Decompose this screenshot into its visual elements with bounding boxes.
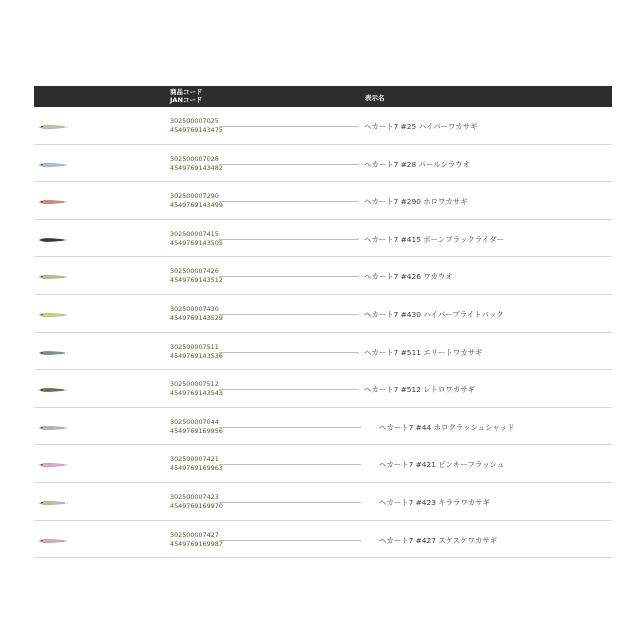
lure-thumbnail-image [37, 500, 69, 506]
product-codes [170, 531, 223, 549]
lure-thumbnail-image [37, 387, 69, 393]
leader-line [219, 352, 359, 353]
product-code: 302500007028 [170, 154, 219, 163]
product-codes [170, 155, 223, 173]
lure-thumbnail-image [37, 462, 69, 468]
product-code: 302500007427 [170, 530, 219, 539]
product-name: ヘカート7 #28 パールシラウオ [364, 159, 470, 169]
product-codes [170, 418, 223, 436]
table-row [34, 107, 612, 145]
jan-code: 4549769143512 [170, 276, 223, 285]
leader-line [219, 126, 359, 127]
product-code: 302500007415 [170, 229, 219, 238]
table-body [34, 107, 612, 558]
product-code: 302500007025 [170, 117, 219, 125]
jan-code: 4549769169987 [170, 539, 223, 548]
product-codes [170, 117, 223, 135]
product-name: ヘカート7 #290 ホロワカサギ [364, 197, 468, 207]
product-name: ヘカート7 #44 ホロクラッシュシャッド [379, 422, 515, 432]
product-code: 302500007512 [170, 380, 219, 389]
leader-line [219, 276, 359, 277]
table-row [34, 145, 612, 183]
jan-code: 4549769143475 [170, 126, 223, 134]
jan-code: 4549769143529 [170, 313, 223, 322]
header-jan-label: JANコード [170, 96, 203, 104]
lure-thumbnail-image [37, 162, 69, 168]
jan-code: 4549769143536 [170, 351, 223, 360]
table-row [34, 370, 612, 408]
table-row [34, 295, 612, 333]
table-row [34, 408, 612, 446]
header-code-label: 商品コード [170, 88, 203, 96]
leader-line [219, 427, 361, 428]
leader-line [219, 201, 359, 202]
product-codes [170, 343, 223, 361]
product-name: ヘカート7 #511 エリートワカサギ [364, 347, 483, 357]
product-name: ヘカート7 #25 ハイパーワカサギ [364, 122, 478, 131]
lure-thumbnail-image [37, 538, 69, 544]
table-row [34, 333, 612, 371]
lure-thumbnail-image [37, 237, 69, 243]
table-row [34, 220, 612, 258]
leader-line [219, 164, 359, 165]
leader-line [219, 314, 359, 315]
table-row [34, 445, 612, 483]
header-name-label: 表示名 [365, 94, 385, 102]
jan-code: 4549769169956 [170, 426, 223, 435]
jan-code: 4549769143499 [170, 201, 223, 210]
jan-code: 4549769143482 [170, 163, 223, 172]
product-codes [170, 267, 223, 285]
product-codes [170, 380, 223, 398]
product-codes [170, 493, 223, 511]
product-name: ヘカート7 #430 ハイパーブライトバック [364, 309, 504, 319]
jan-code: 4549769169963 [170, 464, 223, 473]
product-codes [170, 305, 223, 323]
product-code: 302500007430 [170, 304, 219, 313]
lure-thumbnail-image [37, 274, 69, 280]
product-table [34, 86, 612, 558]
product-name: ヘカート7 #423 キララワカサギ [379, 497, 490, 507]
product-name: ヘカート7 #426 ワカウオ [364, 272, 453, 282]
product-name: ヘカート7 #427 スケスケワカサギ [379, 535, 498, 545]
table-row [34, 257, 612, 295]
lure-thumbnail-image [37, 425, 69, 431]
leader-line [219, 540, 361, 541]
product-code: 302500007423 [170, 492, 219, 501]
leader-line [219, 239, 359, 240]
leader-line [219, 464, 361, 465]
table-row [34, 521, 612, 559]
leader-line [219, 389, 359, 390]
product-codes [170, 192, 223, 210]
table-row [34, 182, 612, 220]
table-row [34, 483, 612, 521]
product-codes [170, 230, 223, 248]
lure-thumbnail-image [37, 124, 69, 130]
product-code: 302500007044 [170, 417, 219, 426]
product-name: ヘカート7 #421 ピンキーフラッシュ [379, 460, 505, 470]
product-code: 302500007421 [170, 455, 219, 464]
jan-code: 4549769143505 [170, 238, 223, 247]
lure-thumbnail-image [37, 199, 69, 205]
lure-thumbnail-image [37, 312, 69, 318]
product-code: 302500007426 [170, 267, 219, 276]
product-code: 302500007511 [170, 342, 219, 351]
jan-code: 4549769169970 [170, 501, 223, 510]
product-codes [170, 455, 223, 473]
product-name: ヘカート7 #415 ボーンブラックライダー [364, 234, 505, 244]
jan-code: 4549769143543 [170, 389, 223, 398]
leader-line [219, 502, 361, 503]
product-name: ヘカート7 #512 レトロワカサギ [364, 385, 475, 395]
table-header [34, 86, 612, 107]
header-code-column [170, 88, 203, 104]
product-code: 302500007290 [170, 192, 219, 201]
lure-thumbnail-image [37, 350, 69, 356]
